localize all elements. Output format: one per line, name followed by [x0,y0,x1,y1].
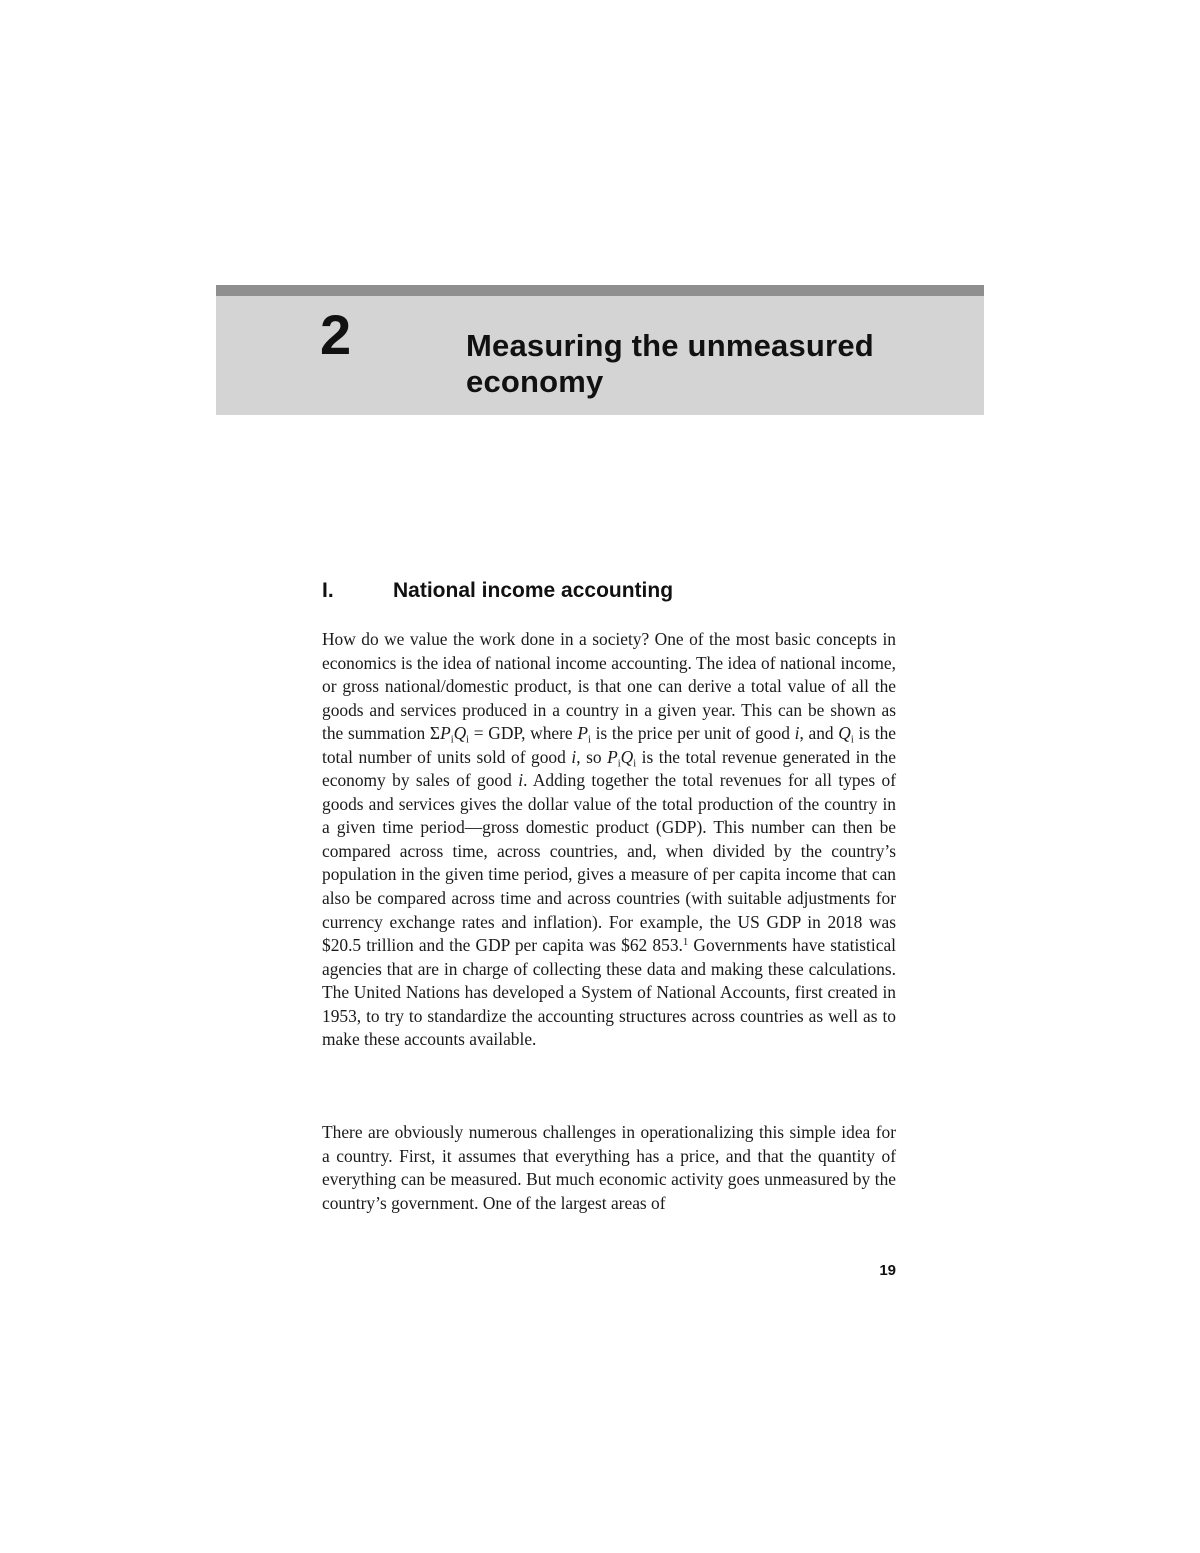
body-paragraph: How do we value the work done in a society? One of the most basic concepts in economics is the idea of national income accounting. The idea of national income, or gross national/domestic product, is that one can derive a total value of all the goods and services produced in a country in a given year. This can be shown as the summation $\Sigma P_iQ_i$ = GDP, where $P_i$ is the price per unit of good i, and $Q_i$ is the total number of units sold of good i, so $P_iQ_i$ is the total revenue generated in the economy by sales of good i. Adding together the total revenues for all types of goods and services gives the dollar value of the total production of the country in a given time period—gross domestic product (GDP). This number can then be compared across time, across countries, and, when divided by the country’s population in the given time period, gives a measure of per capita income that can also be compared across time and across countries (with suitable adjustments for currency exchange rates and inflation). For example, the US GDP in 2018 was $20.5 trillion and the GDP per capita was $62 853.$^1$ Governments have statistical agencies that are in charge of collecting these data and making these calculations. The United Nations has developed a System of National Accounts, first created in 1953, to try to standardize the accounting structures across countries as well as to make these accounts available. [322,629,897,1050]
footnote-reference[interactable]: 1 [682,936,689,949]
chapter-header-rule [216,285,984,296]
body-paragraph: There are obviously numerous challenges in operationalizing this simple idea for a country. First, it assumes that everything has a price, and that the quantity of everything can be measured. But much economic activity goes unmeasured by the country’s government. One of the largest areas of [322,1122,896,1213]
chapter-header-band [216,285,984,415]
section-heading [322,576,896,606]
page-number: 19 [879,1262,896,1279]
section-title: National income accounting [393,579,674,602]
chapter-number: 2 [320,303,352,366]
section-number: I. [322,579,334,602]
chapter-title: Measuring the unmeasured economy [466,328,874,399]
